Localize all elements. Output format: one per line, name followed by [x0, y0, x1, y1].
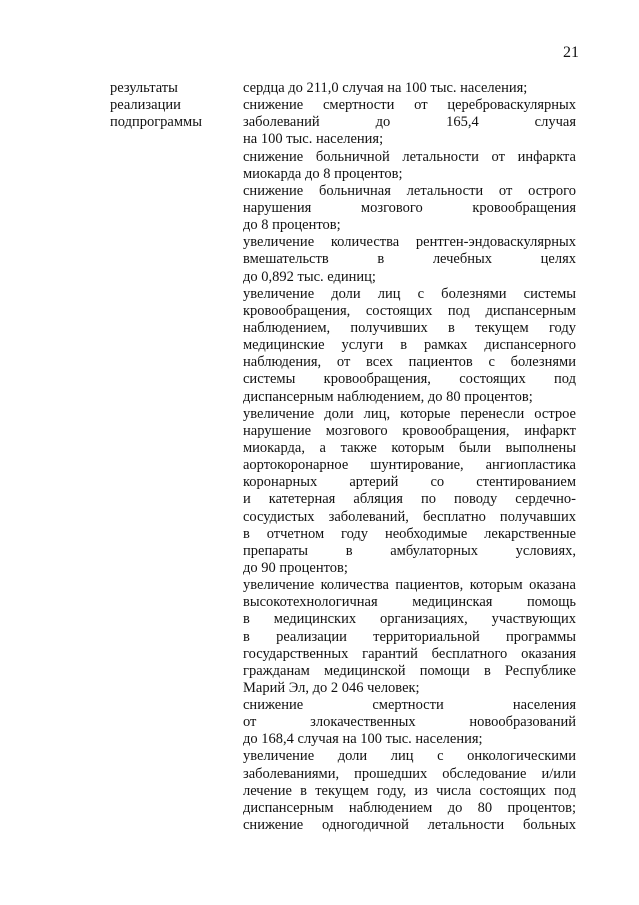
- text-line: заболеваниями, прошедших обследование и/или: [243, 765, 576, 782]
- text-line: увеличение доли лиц, которые перенесли острое: [243, 405, 576, 422]
- text-line: до 90 процентов;: [243, 559, 348, 576]
- text-line: миокарда до 8 процентов;: [243, 165, 403, 182]
- text-line: нарушение мозгового кровообращения, инфаркт: [243, 422, 576, 439]
- section-label: [110, 80, 225, 131]
- text-line: увеличение доли лиц с онкологическими: [243, 748, 576, 765]
- text-line: коронарных артерий со стентированием: [243, 474, 576, 491]
- text-line: увеличение доли лиц с болезнями системы: [243, 285, 576, 302]
- text-line: снижение смертности населения: [243, 697, 576, 714]
- text-line: в отчетном году необходимые лекарственные: [243, 525, 576, 542]
- text-line: системы кровообращения, состоящих под: [243, 371, 576, 388]
- text-line: увеличение количества пациентов, которым оказана: [243, 577, 576, 594]
- text-line: наблюдения, от всех пациентов с болезнями: [243, 354, 576, 371]
- text-line: лечение в текущем году, из числа состоящих под: [243, 782, 576, 799]
- section-body-text: [243, 80, 576, 834]
- text-line: в реализации территориальной программы: [243, 628, 576, 645]
- text-line: кровообращения, состоящих под диспансерным: [243, 302, 576, 319]
- text-line: от злокачественных новообразований: [243, 714, 576, 731]
- text-line: сердца до 211,0 случая на 100 тыс. населения;: [243, 80, 528, 96]
- section-label-line: реализации: [110, 97, 181, 113]
- text-line: увеличение количества рентген-эндоваскулярных: [243, 234, 576, 251]
- section-label-line: результаты: [110, 80, 178, 96]
- text-line: до 8 процентов;: [243, 217, 341, 234]
- text-line: заболеваний до 165,4 случая: [243, 114, 576, 131]
- text-line: в медицинских организациях, участвующих: [243, 611, 576, 628]
- text-line: на 100 тыс. населения;: [243, 131, 384, 148]
- text-line: аортокоронарное шунтирование, ангиопластика: [243, 457, 576, 474]
- text-line: сосудистых заболеваний, бесплатно получавших: [243, 508, 576, 525]
- text-line: снижение больничной летальности от инфаркта: [243, 148, 576, 165]
- text-line: миокарда, а также которым были выполнены: [243, 439, 576, 456]
- text-line: снижение смертности от цереброваскулярных: [243, 97, 576, 114]
- text-line: наблюдением, получивших в текущем году: [243, 319, 576, 336]
- text-line: препараты в амбулаторных условиях,: [243, 542, 576, 559]
- text-line: государственных гарантий бесплатного оказания: [243, 645, 576, 662]
- text-line: диспансерным наблюдением, до 80 процентов;: [243, 388, 533, 405]
- text-line: Марий Эл, до 2 046 человек;: [243, 679, 420, 696]
- text-line: и катетерная абляция по поводу сердечно-: [243, 491, 576, 508]
- text-line: снижение больничная летальности от острого: [243, 182, 576, 199]
- text-line: высокотехнологичная медицинская помощь: [243, 594, 576, 611]
- text-line: диспансерным наблюдением до 80 процентов;: [243, 799, 576, 816]
- text-line: вмешательств в лечебных целях: [243, 251, 576, 268]
- text-line: снижение одногодичной летальности больных: [243, 817, 576, 834]
- text-line: до 0,892 тыс. единиц;: [243, 268, 376, 285]
- text-line: гражданам медицинской помощи в Республике: [243, 662, 576, 679]
- section-label-line: подпрограммы: [110, 114, 202, 130]
- text-line: нарушения мозгового кровообращения: [243, 199, 576, 216]
- text-line: до 168,4 случая на 100 тыс. населения;: [243, 731, 483, 748]
- page-number: 21: [563, 44, 579, 61]
- text-line: медицинские услуги в рамках диспансерного: [243, 337, 576, 354]
